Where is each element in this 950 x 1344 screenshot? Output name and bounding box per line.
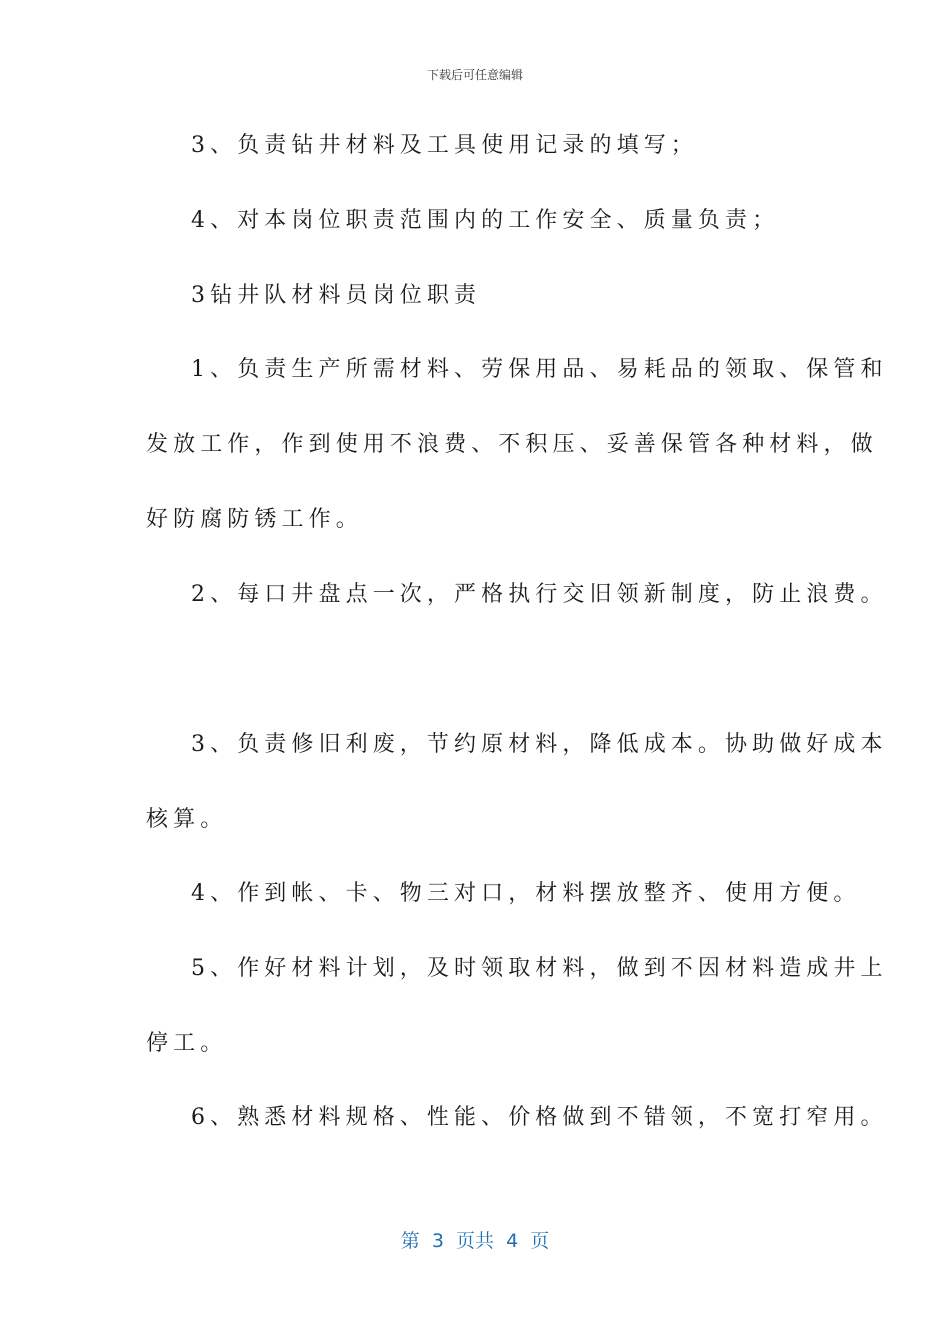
paragraph-line: 2、每口井盘点一次，严格执行交旧领新制度，防止浪费。 xyxy=(191,582,888,607)
section-heading: 3钻井队材料员岗位职责 xyxy=(191,283,482,308)
paragraph-line: 核算。 xyxy=(146,807,228,832)
paragraph-line: 好防腐防锈工作。 xyxy=(146,507,363,532)
paragraph-line: 4、对本岗位职责范围内的工作安全、质量负责； xyxy=(191,208,780,233)
page-header: 下载后可任意编辑 xyxy=(426,68,523,82)
paragraph-line: 停工。 xyxy=(146,1031,228,1056)
paragraph-line: 发放工作，作到使用不浪费、不积压、妥善保管各种材料，做 xyxy=(146,432,878,457)
paragraph-line: 5、作好材料计划，及时领取材料，做到不因材料造成井上 xyxy=(191,956,888,981)
paragraph-line: 1、负责生产所需材料、劳保用品、易耗品的领取、保管和 xyxy=(191,357,888,382)
paragraph-line: 6、熟悉材料规格、性能、价格做到不错领，不宽打窄用。 xyxy=(191,1105,888,1130)
paragraph-line: 4、作到帐、卡、物三对口，材料摆放整齐、使用方便。 xyxy=(191,881,861,906)
page-number-footer: 第 3 页共 4 页 xyxy=(400,1230,550,1252)
paragraph-line: 3、负责修旧利废，节约原材料，降低成本。协助做好成本 xyxy=(191,732,888,757)
paragraph-line: 3、负责钻井材料及工具使用记录的填写； xyxy=(191,133,698,158)
